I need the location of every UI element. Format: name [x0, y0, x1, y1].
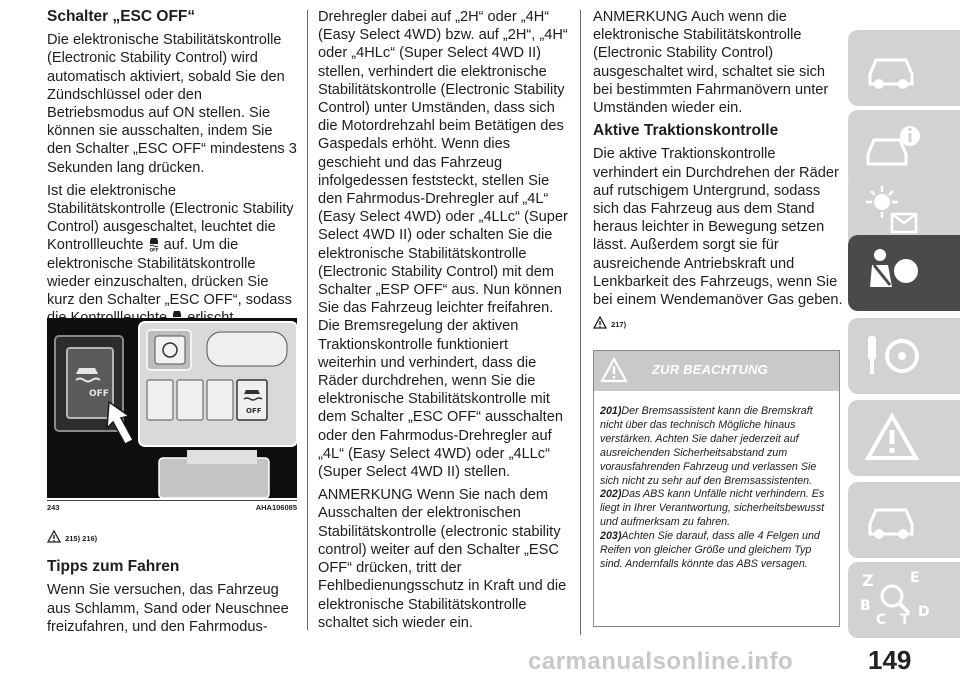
index-letter: Z	[862, 571, 874, 590]
key-steering-icon	[862, 326, 922, 386]
section-heading-tips: Tipps zum Fahren	[47, 558, 180, 576]
tab-emergency[interactable]	[848, 400, 960, 476]
tab-safety[interactable]	[848, 235, 960, 311]
warning-lights-icon	[862, 180, 922, 240]
warning-triangle-icon	[600, 357, 628, 383]
page-number: 149	[868, 645, 912, 675]
warning-body	[594, 391, 839, 572]
figure-id: AHA106085	[255, 503, 297, 512]
warning-number: 203)	[600, 530, 622, 543]
column-divider	[580, 10, 581, 635]
esc-off-warning-icon	[148, 236, 160, 252]
footnote-ref: 217)	[611, 320, 627, 330]
text-span: Ist die elektronische Stabilitätskontrolle (Electronic Stability Control) ausgeschaltet, leuchtet die Kontrollleuchte	[47, 182, 294, 254]
paragraph: Die elektronische Stabilitätskontrolle (Electronic Stability Control) wird automatisch aktiviert, sobald Sie den Zündschlüssel oder den Betriebsmodus auf ON stellen. Sie können sie ausschalten, indem Sie den Schalter „ESC OFF“ mindestens 3 Sekunden lang drücken.	[47, 32, 297, 176]
warning-text: Das ABS kann Unfälle nicht verhindern. Es liegt in Ihrer Verantwortung, sicherheitsbewusst und aufmerksam zu fahren.	[600, 488, 825, 529]
column-divider	[307, 10, 308, 630]
off-label: OFF	[246, 407, 262, 415]
warning-header	[594, 351, 839, 391]
footnote-ref-row	[593, 314, 843, 334]
section-heading-traction: Aktive Traktionskontrolle	[593, 122, 779, 140]
footnote-refs: 215) 216)	[65, 534, 98, 543]
dashboard-illustration	[47, 318, 297, 498]
figure-number: 243	[47, 503, 60, 512]
index-letter: T	[900, 612, 910, 628]
alphabetical-index-icon	[856, 566, 936, 628]
paragraph	[47, 182, 297, 328]
emergency-triangle-icon	[862, 408, 922, 468]
warning-box	[593, 350, 840, 627]
off-label: OFF	[89, 389, 109, 399]
paragraph-note: ANMERKUNG Auch wenn die elektronische Stabilitätskontrolle (Electronic Stability Control) ausgeschaltet wird, schaltet sie sich bei bestimmten Fahrmanövern unter Umständen wieder ein.	[593, 9, 829, 117]
figure-caption	[47, 500, 297, 512]
index-letter: E	[910, 570, 920, 586]
paragraph: Drehregler dabei auf „2H“ oder „4H“ (Easy Select 4WD) bzw. auf „2H“, „4H“ oder „4HLc“ (Super Select 4WD II) stellen, verhindert die elektronische Stabilitätskontrolle (Electronic Stability Control) unter Umständen, dass sich die Motordrehzahl beim Betätigen des Gaspedals erhöht. Wenn dies geschieht und das Fahrzeug infolgedessen feststeckt, stellen Sie den Fahrmodus-Drehregler auf „4L“ (Easy Select 4WD) oder „4LLc“ (Super Select 4WD II) oder schalten Sie die elektronische Stabilitätskontrolle (Electronic Stability Control) mit dem Schalter „ESP OFF“ aus. Nun können Sie das Fahrzeug leichter freifahren. Die Bremsregelung der aktiven Traktionskontrolle funktioniert weiterhin und verhindert, dass die Räder durchdrehen, wenn Sie die elektronische Stabilitätskontrolle mit dem Schalter „ESC OFF“ ausschalten oder den Fahrmodus-Drehregler auf „4L“ (Easy Select 4WD) oder „4LLc“ (Super Select 4WD II) stellen.	[318, 9, 568, 481]
svg-text:OFF: OFF	[149, 247, 159, 253]
warning-text: Achten Sie darauf, dass alle 4 Felgen und Reifen von gleicher Größe und gleichem Typ sind. Andernfalls könnte das ABS versagen.	[600, 530, 820, 570]
warning-title: ZUR BEACHTUNG	[652, 362, 768, 377]
car-info-icon	[862, 118, 922, 178]
column-1-bottom	[47, 528, 297, 641]
warning-triangle-icon	[47, 530, 61, 543]
watermark: carmanualsonline.info	[528, 648, 794, 675]
warning-number: 202)	[600, 488, 622, 501]
column-1	[47, 8, 297, 332]
esc-off-switch-illustration	[47, 318, 297, 498]
paragraph-note: ANMERKUNG Wenn Sie nach dem Ausschalten der elektronischen Stabilitätskontrolle (electronic stability control) weiter auf den Schalter „ESC OFF“ drücken, tritt der Fehlbedienungsschutz in Kraft und die elektronische Stabilitätskontrolle schaltet sich wieder ein.	[318, 487, 567, 631]
tab-starting-driving[interactable]	[848, 318, 960, 394]
paragraph: Die aktive Traktionskontrolle verhindert ein Durchdrehen der Räder auf rutschigem Untergrund, sodass sich das Fahrzeug aus dem Stand heraus leichter in Bewegung setzen lässt. Außerdem sorgt sie für ausreichende Antriebskraft und Lenkbarkeit des Fahrzeugs, wenn Sie bei einem Wendemanöver Gas geben.	[593, 146, 843, 309]
warning-number: 201)	[600, 405, 622, 417]
section-heading-esc-off: Schalter „ESC OFF“	[47, 8, 196, 25]
index-letter: C	[876, 612, 887, 628]
warning-triangle-icon	[593, 316, 607, 329]
warning-text: Der Bremsassistent kann die Bremskraft nicht über das technisch Mögliche hinaus verstärken. Achten Sie daher jederzeit auf ausreichenden Sicherheitsabstand zum vorausfahrenden Fahrzeug und verlassen Sie sich nicht zu sehr auf den Bremsassistenten.	[600, 405, 817, 487]
car-dashboard-icon	[862, 38, 922, 98]
text-span: auf. Um die elektronische Stabilitätskontrolle wieder einzuschalten, drücken Sie kurz den Schalter „ESC OFF“, sodass	[47, 237, 292, 309]
column-3	[593, 8, 843, 334]
column-2	[318, 8, 570, 637]
car-maintenance-icon	[862, 490, 922, 550]
index-letter: B	[860, 598, 871, 614]
index-letter: D	[918, 604, 930, 620]
tab-index[interactable]	[848, 562, 960, 638]
paragraph: Wenn Sie versuchen, das Fahrzeug aus Schlamm, Sand oder Neuschnee freizufahren, und den Fahrmodus-	[47, 582, 289, 635]
tab-maintenance[interactable]	[848, 482, 960, 558]
tab-dashboard[interactable]	[848, 30, 960, 106]
seatbelt-airbag-icon	[862, 243, 922, 303]
